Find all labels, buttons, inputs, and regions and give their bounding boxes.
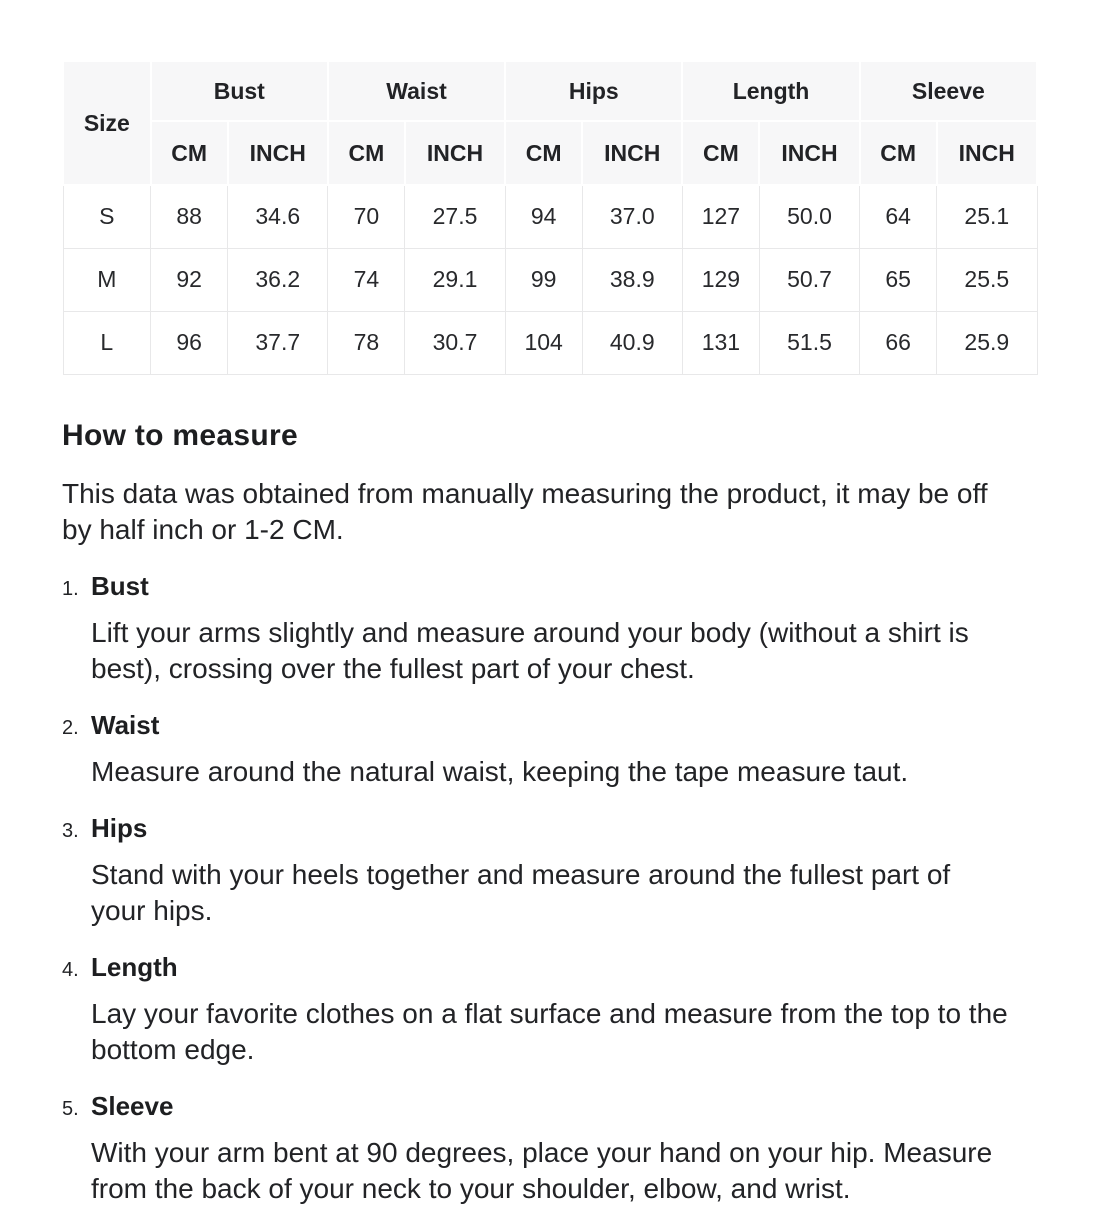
measurement-cell: 37.7 — [228, 311, 328, 374]
measurement-cell: 25.1 — [937, 185, 1037, 248]
item-term: Bust — [91, 570, 149, 601]
item-description: Lay your favorite clothes on a flat surface and measure from the top to the bottom edge. — [91, 997, 1008, 1065]
size-column-header: Size — [63, 61, 151, 185]
item-term: Hips — [91, 812, 148, 843]
unit-header-cm: CM — [328, 121, 405, 185]
measurement-cell: 65 — [860, 248, 937, 311]
measurement-cell: 70 — [328, 185, 405, 248]
size-cell: S — [63, 185, 151, 248]
group-header-waist: Waist — [328, 61, 505, 121]
unit-header-inch: INCH — [937, 121, 1037, 185]
item-number: 3. — [62, 819, 79, 842]
measurement-cell: 64 — [860, 185, 937, 248]
measurement-cell: 30.7 — [405, 311, 505, 374]
size-row-m — [63, 248, 1037, 311]
size-cell: M — [63, 248, 151, 311]
measure-item-hips — [62, 813, 1038, 929]
item-number: 5. — [62, 1097, 79, 1120]
item-number: 1. — [62, 577, 79, 600]
item-term: Length — [91, 951, 178, 982]
group-header-bust: Bust — [151, 61, 328, 121]
measurement-cell: 127 — [682, 185, 759, 248]
item-number: 4. — [62, 958, 79, 981]
unit-header-row — [63, 121, 1037, 185]
unit-header-inch: INCH — [582, 121, 682, 185]
unit-header-cm: CM — [505, 121, 582, 185]
item-number: 2. — [62, 716, 79, 739]
unit-header-cm: CM — [151, 121, 228, 185]
measurement-cell: 25.5 — [937, 248, 1037, 311]
item-description: Stand with your heels together and measure around the fullest part of your hips. — [91, 858, 951, 926]
measurement-cell: 78 — [328, 311, 405, 374]
measurement-cell: 92 — [151, 248, 228, 311]
size-row-s — [63, 185, 1037, 248]
item-term: Sleeve — [91, 1090, 174, 1121]
measurement-cell: 104 — [505, 311, 582, 374]
measurement-cell: 34.6 — [228, 185, 328, 248]
group-header-hips: Hips — [505, 61, 682, 121]
measurement-cell: 36.2 — [228, 248, 328, 311]
measurement-cell: 94 — [505, 185, 582, 248]
measurement-cell: 27.5 — [405, 185, 505, 248]
measurement-cell: 50.7 — [759, 248, 859, 311]
measurement-cell: 38.9 — [582, 248, 682, 311]
measure-item-waist — [62, 710, 1038, 790]
measure-item-bust — [62, 571, 1038, 687]
measurement-cell: 74 — [328, 248, 405, 311]
size-cell: L — [63, 311, 151, 374]
measurement-cell: 129 — [682, 248, 759, 311]
unit-header-cm: CM — [860, 121, 937, 185]
measurement-cell: 99 — [505, 248, 582, 311]
measurement-cell: 29.1 — [405, 248, 505, 311]
size-row-l — [63, 311, 1037, 374]
how-to-measure-section — [62, 419, 1038, 1207]
group-header-length: Length — [682, 61, 859, 121]
size-chart-table — [62, 60, 1038, 375]
unit-header-inch: INCH — [759, 121, 859, 185]
unit-header-inch: INCH — [405, 121, 505, 185]
group-header-sleeve: Sleeve — [860, 61, 1037, 121]
measurement-cell: 88 — [151, 185, 228, 248]
item-description: With your arm bent at 90 degrees, place your hand on your hip. Measure from the back of your neck to your shoulder, elbow, and wrist. — [91, 1136, 993, 1204]
measurement-cell: 66 — [860, 311, 937, 374]
measurement-cell: 40.9 — [582, 311, 682, 374]
measurement-cell: 96 — [151, 311, 228, 374]
measure-disclaimer: This data was obtained from manually measuring the product, it may be off by half inch or 1-2 CM. — [62, 477, 988, 545]
measure-item-sleeve — [62, 1091, 1038, 1207]
group-header-row — [63, 61, 1037, 121]
measurement-cell: 51.5 — [759, 311, 859, 374]
measurement-cell: 25.9 — [937, 311, 1037, 374]
unit-header-inch: INCH — [228, 121, 328, 185]
measure-item-length — [62, 952, 1038, 1068]
measurement-cell: 50.0 — [759, 185, 859, 248]
measurement-cell: 37.0 — [582, 185, 682, 248]
item-description: Lift your arms slightly and measure around your body (without a shirt is best), crossing over the fullest part of your chest. — [91, 616, 969, 684]
unit-header-cm: CM — [682, 121, 759, 185]
measure-list — [62, 571, 1038, 1207]
measurement-cell: 131 — [682, 311, 759, 374]
how-to-measure-heading: How to measure — [62, 418, 298, 452]
item-description: Measure around the natural waist, keeping the tape measure taut. — [91, 755, 909, 787]
item-term: Waist — [91, 709, 160, 740]
